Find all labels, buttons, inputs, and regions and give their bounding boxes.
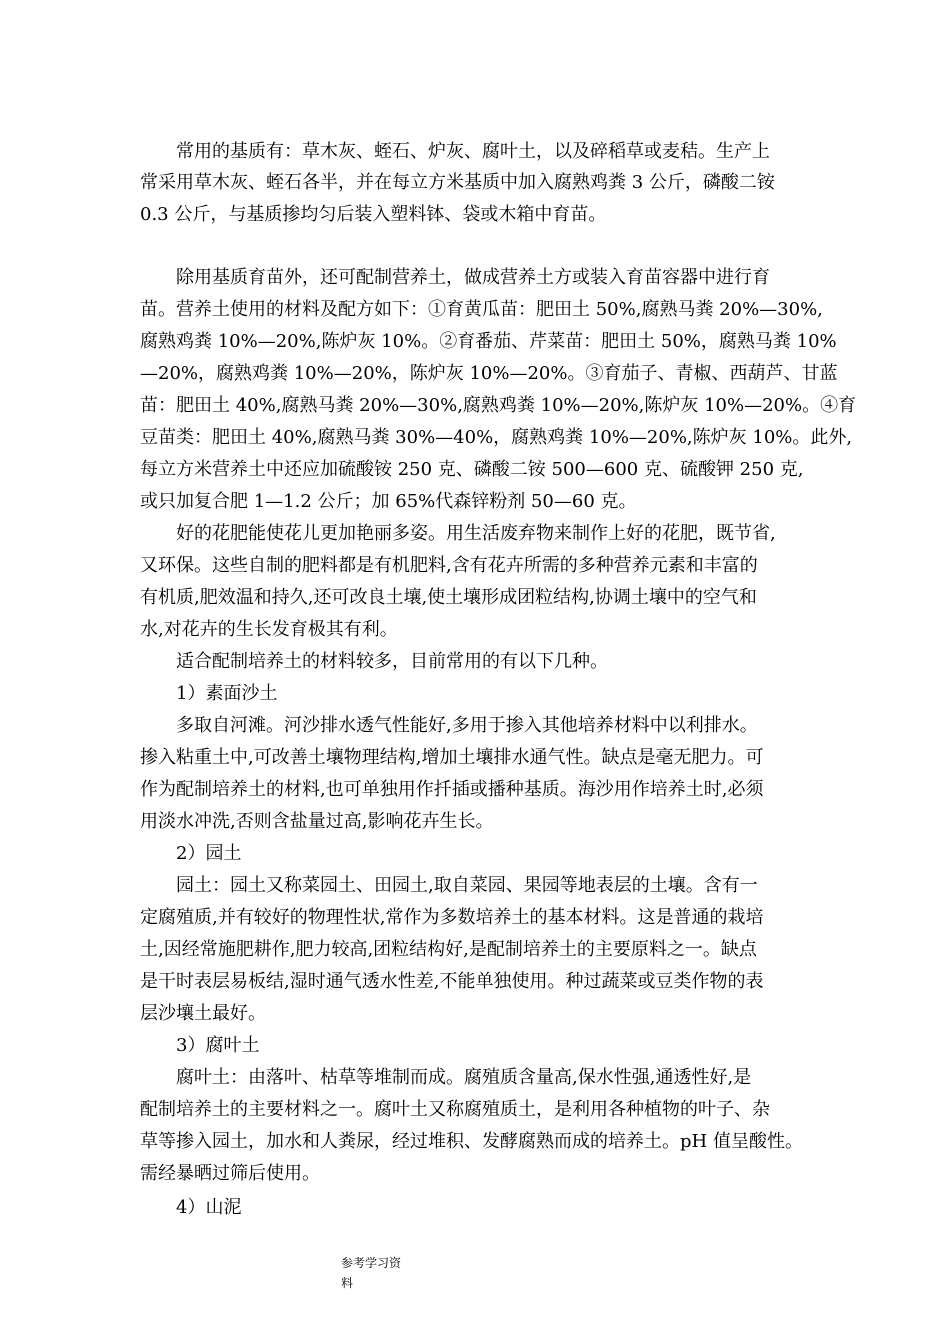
paragraph-2-line-2: 苗。营养土使用的材料及配方如下：①育黄瓜苗：肥田土 50%,腐熟马粪 20%—30%,	[140, 299, 823, 320]
paragraph-7-line-3: 草等掺入园土，加水和人粪尿，经过堆积、发酵腐熟而成的培养土。pH 值呈酸性。	[140, 1131, 803, 1152]
paragraph-6-line-4: 是干时表层易板结,湿时通气透水性差,不能单独使用。种过蔬菜或豆类作物的表	[140, 971, 764, 992]
paragraph-5-line-2: 掺入粘重土中,可改善土壤物理结构,增加土壤排水通气性。缺点是毫无肥力。可	[140, 747, 764, 768]
paragraph-6-line-1: 园土：园土又称菜园土、田园土,取自菜园、果园等地表层的土壤。含有一	[176, 875, 758, 896]
paragraph-5-line-3: 作为配制培养土的材料,也可单独用作扦插或播种基质。海沙用作培养土时,必须	[140, 779, 764, 800]
section-heading-3: 3）腐叶土	[176, 1035, 260, 1056]
paragraph-1-line-2: 常采用草木灰、蛭石各半，并在每立方米基质中加入腐熟鸡粪 3 公斤，磷酸二铵	[140, 172, 775, 193]
paragraph-5-line-1: 多取自河滩。河沙排水透气性能好,多用于掺入其他培养材料中以利排水。	[176, 715, 758, 736]
paragraph-7-line-2: 配制培养土的主要材料之一。腐叶土又称腐殖质土，是利用各种植物的叶子、杂	[140, 1099, 770, 1120]
paragraph-1-line-3: 0.3 公斤，与基质掺均匀后装入塑料钵、袋或木箱中育苗。	[140, 204, 607, 225]
section-heading-1: 1）素面沙土	[176, 683, 278, 704]
paragraph-5-line-4: 用淡水冲洗,否则含盐量过高,影响花卉生长。	[140, 811, 494, 832]
paragraph-2-line-5: 苗：肥田土 40%,腐熟马粪 20%—30%,腐熟鸡粪 10%—20%,陈炉灰 10%—20%。④育	[140, 395, 857, 416]
paragraph-7-line-1: 腐叶土：由落叶、枯草等堆制而成。腐殖质含量高,保水性强,通透性好,是	[176, 1067, 752, 1088]
paragraph-6-line-3: 土,因经常施肥耕作,肥力较高,团粒结构好,是配制培养土的主要原料之一。缺点	[140, 939, 757, 960]
footer-text-line-1: 参考学习资	[341, 1256, 402, 1270]
paragraph-2-line-7: 每立方米营养土中还应加硫酸铵 250 克、磷酸二铵 500—600 克、硫酸钾 250 克,	[140, 459, 804, 480]
paragraph-3-line-1: 好的花肥能使花儿更加艳丽多姿。用生活废弃物来制作上好的花肥，既节省,	[176, 523, 776, 544]
paragraph-2-line-4: —20%，腐熟鸡粪 10%—20%，陈炉灰 10%—20%。③育茄子、青椒、西葫芦、甘蓝	[140, 363, 838, 384]
paragraph-2-line-6: 豆苗类：肥田土 40%,腐熟马粪 30%—40%，腐熟鸡粪 10%—20%,陈炉灰 10%。此外,	[140, 427, 853, 448]
paragraph-3-line-2: 又环保。这些自制的肥料都是有机肥料,含有花卉所需的多种营养元素和丰富的	[140, 555, 758, 576]
section-heading-4: 4）山泥	[176, 1197, 242, 1218]
paragraph-2-line-1: 除用基质育苗外，还可配制营养土，做成营养土方或装入育苗容器中进行育	[176, 267, 770, 288]
paragraph-3-line-3: 有机质,肥效温和持久,还可改良土壤,使土壤形成团粒结构,协调土壤中的空气和	[140, 587, 757, 608]
section-heading-2: 2）园土	[176, 843, 242, 864]
paragraph-2-line-3: 腐熟鸡粪 10%—20%,陈炉灰 10%。②育番茄、芹菜苗：肥田土 50%，腐熟马粪 10%	[140, 331, 837, 352]
paragraph-6-line-2: 定腐殖质,并有较好的物理性状,常作为多数培养土的基本材料。这是普通的栽培	[140, 907, 764, 928]
paragraph-3-line-4: 水,对花卉的生长发育极其有利。	[140, 619, 398, 640]
paragraph-1-line-1: 常用的基质有：草木灰、蛭石、炉灰、腐叶土，以及碎稻草或麦秸。生产上	[176, 141, 770, 162]
paragraph-7-line-4: 需经暴晒过筛后使用。	[140, 1163, 320, 1184]
paragraph-2-line-8: 或只加复合肥 1—1.2 公斤；加 65%代森锌粉剂 50—60 克。	[140, 491, 637, 512]
paragraph-4-line-1: 适合配制培养土的材料较多，目前常用的有以下几种。	[176, 651, 608, 672]
paragraph-6-line-5: 层沙壤土最好。	[140, 1003, 266, 1024]
footer-text-line-2: 料	[341, 1276, 354, 1290]
